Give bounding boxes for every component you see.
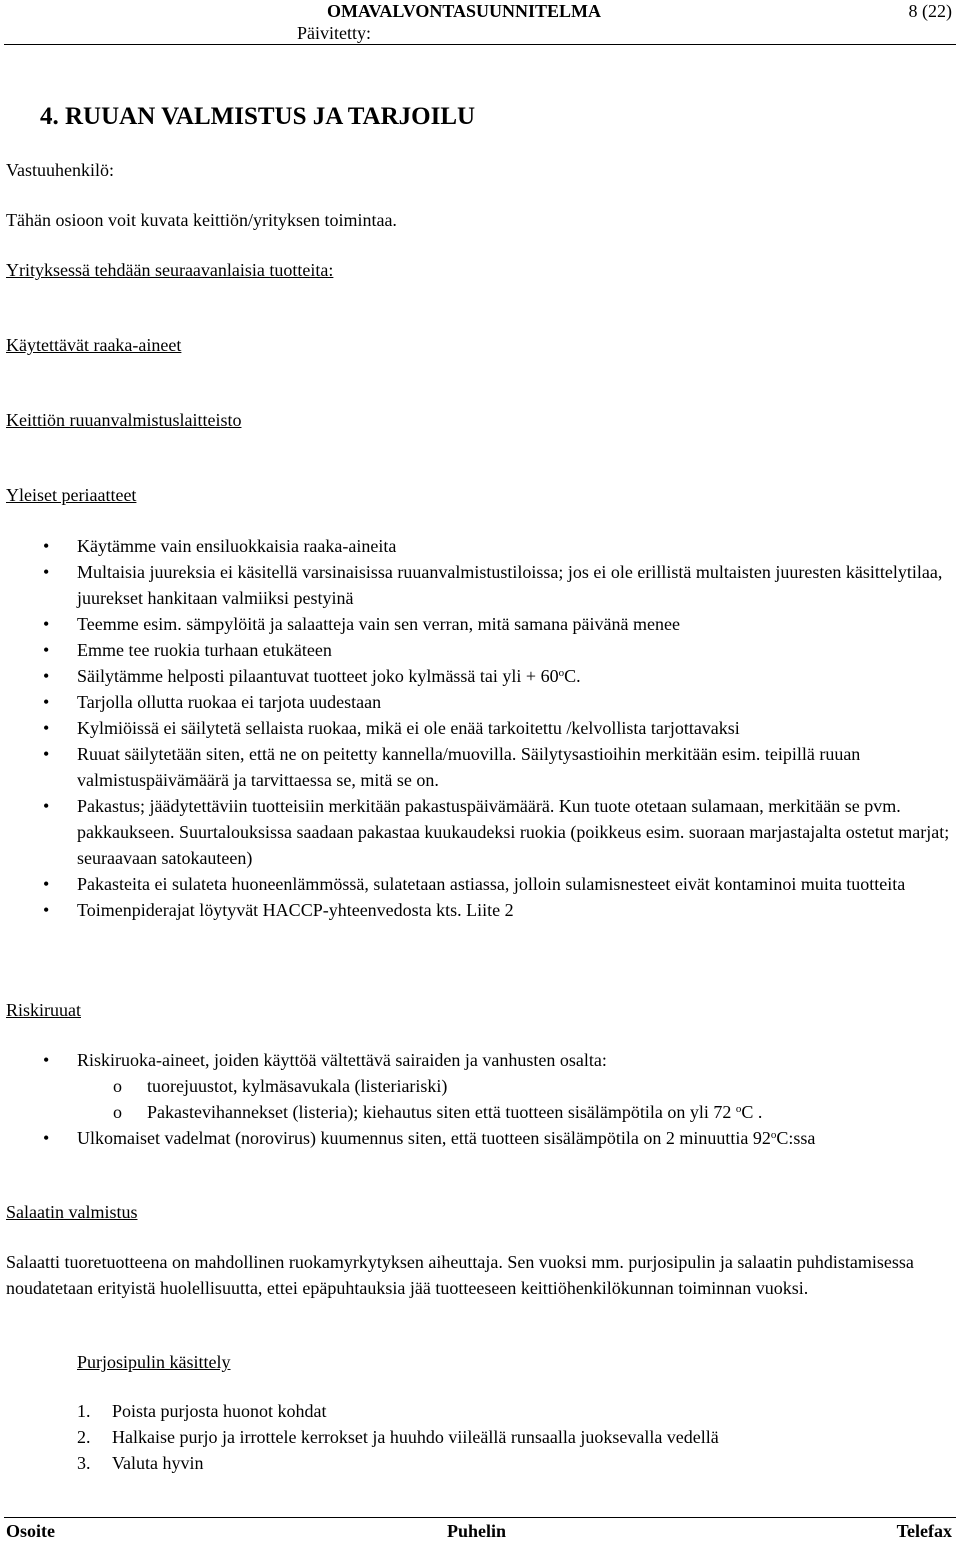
risk-foods-heading: Riskiruuat <box>6 1000 81 1020</box>
list-item: • Emme tee ruokia turhaan etukäteen <box>0 637 950 663</box>
sub-list-item: o tuorejuustot, kylmäsavukala (listeriariski) <box>77 1073 950 1099</box>
salad-paragraph: Salaatti tuoretuotteena on mahdollinen ruokamyrkytyksen aiheuttaja. Sen vuoksi mm. purjosipulin ja salaatin puhdistamisessa noudatetaan erityistä huolellisuutta, ettei epäpuhtauksia jää tuotteeseen keittiöhenkilökunnan toiminnan vuoksi. <box>6 1252 914 1298</box>
salad-heading: Salaatin valmistus <box>6 1202 138 1222</box>
products-heading: Yrityksessä tehdään seuraavanlaisia tuotteita: <box>6 260 334 280</box>
list-item: • Multaisia juureksia ei käsitellä varsinaisissa ruuanvalmistustiloissa; jos ei ole erillistä multaisten juuresten käsittelytilaa, juurekset hankitaan valmiiksi pestyinä <box>0 559 950 611</box>
list-item: • Pakasteita ei sulateta huoneenlämmössä, sulatetaan astiassa, jolloin sulamisnesteet eivät kontaminoi muita tuotteita <box>0 871 950 897</box>
page-number: 8 (22) <box>908 1 952 21</box>
list-item: • Säilytämme helposti pilaantuvat tuotteet joko kylmässä tai yli + $60^oC$. <box>0 663 950 689</box>
sub-list-item: o Pakastevihannekset (listeria); kiehautus siten että tuotteen sisälämpötila on yli 72 $^o$C . <box>77 1099 950 1125</box>
chapter-title: 4. RUUAN VALMISTUS JA TARJOILU <box>40 103 476 130</box>
principles-list <box>0 533 950 923</box>
list-item: • Pakastus; jäädytettäviin tuotteisiin merkitään pakastuspäivämäärä. Kun tuote otetaan sulamaan, merkitään se pvm. pakkaukseen. Suurtalouksissa saadaan pakastaa kuukaudeksi ruokia (poikkeus esim. suoraan marjastajalta ostetut marjat; seuraavaan satokauteen) <box>0 793 950 871</box>
ingredients-heading: Käytettävät raaka-aineet <box>6 335 182 355</box>
list-item: 3. Valuta hyvin <box>77 1453 204 1473</box>
footer-fax: Telefax <box>896 1521 952 1541</box>
equipment-heading: Keittiön ruuanvalmistuslaitteisto <box>6 410 242 430</box>
footer-address: Osoite <box>6 1521 55 1541</box>
header-divider <box>4 44 956 45</box>
risk-foods-list <box>0 1047 950 1151</box>
updated-label: Päivitetty: <box>297 23 371 43</box>
document-title: OMAVALVONTASUUNNITELMA <box>327 1 602 21</box>
leek-steps <box>0 1398 719 1476</box>
list-item: • Käytämme vain ensiluokkaisia raaka-aineita <box>0 533 950 559</box>
list-item: • Ulkomaiset vadelmat (norovirus) kuumennus siten, että tuotteen sisälämpötila on 2 minuuttia 92$^o$C:ssa <box>0 1125 950 1151</box>
list-item: 2. Halkaise purjo ja irrottele kerrokset ja huuhdo viileällä runsaalla juoksevalla vedellä <box>77 1427 719 1447</box>
responsible-label: Vastuuhenkilö: <box>6 160 114 180</box>
list-item: • Kylmiöissä ei säilytetä sellaista ruokaa, mikä ei ole enää tarkoitettu /kelvollista tarjottavaksi <box>0 715 950 741</box>
principles-heading: Yleiset periaatteet <box>6 485 137 505</box>
list-item: • Riskiruoka-aineet, joiden käyttöä vältettävä sairaiden ja vanhusten osalta: o tuorejuustot, kylmäsavukala (listeriariski) o Pakastevihannekset (listeria); kiehautus siten että tuotteen sisälämpötila on yli 72 $^o$C . <box>0 1047 950 1125</box>
footer-phone: Puhelin <box>447 1521 507 1541</box>
list-item: • Tarjolla ollutta ruokaa ei tarjota uudestaan <box>0 689 950 715</box>
list-item: • Toimenpiderajat löytyvät HACCP-yhteenvedosta kts. Liite 2 <box>0 897 950 923</box>
intro-text: Tähän osioon voit kuvata keittiön/yrityksen toimintaa. <box>6 210 397 230</box>
list-item: • Ruuat säilytetään siten, että ne on peitetty kannella/muovilla. Säilytysastioihin merkitään esim. teipillä ruuan valmistuspäivämäärä ja tarvittaessa se, mitä se on. <box>0 741 950 793</box>
list-item: • Teemme esim. sämpylöitä ja salaatteja vain sen verran, mitä samana päivänä menee <box>0 611 950 637</box>
leek-heading: Purjosipulin käsittely <box>77 1352 231 1372</box>
list-item: 1. Poista purjosta huonot kohdat <box>77 1401 327 1421</box>
footer-divider <box>4 1517 956 1518</box>
